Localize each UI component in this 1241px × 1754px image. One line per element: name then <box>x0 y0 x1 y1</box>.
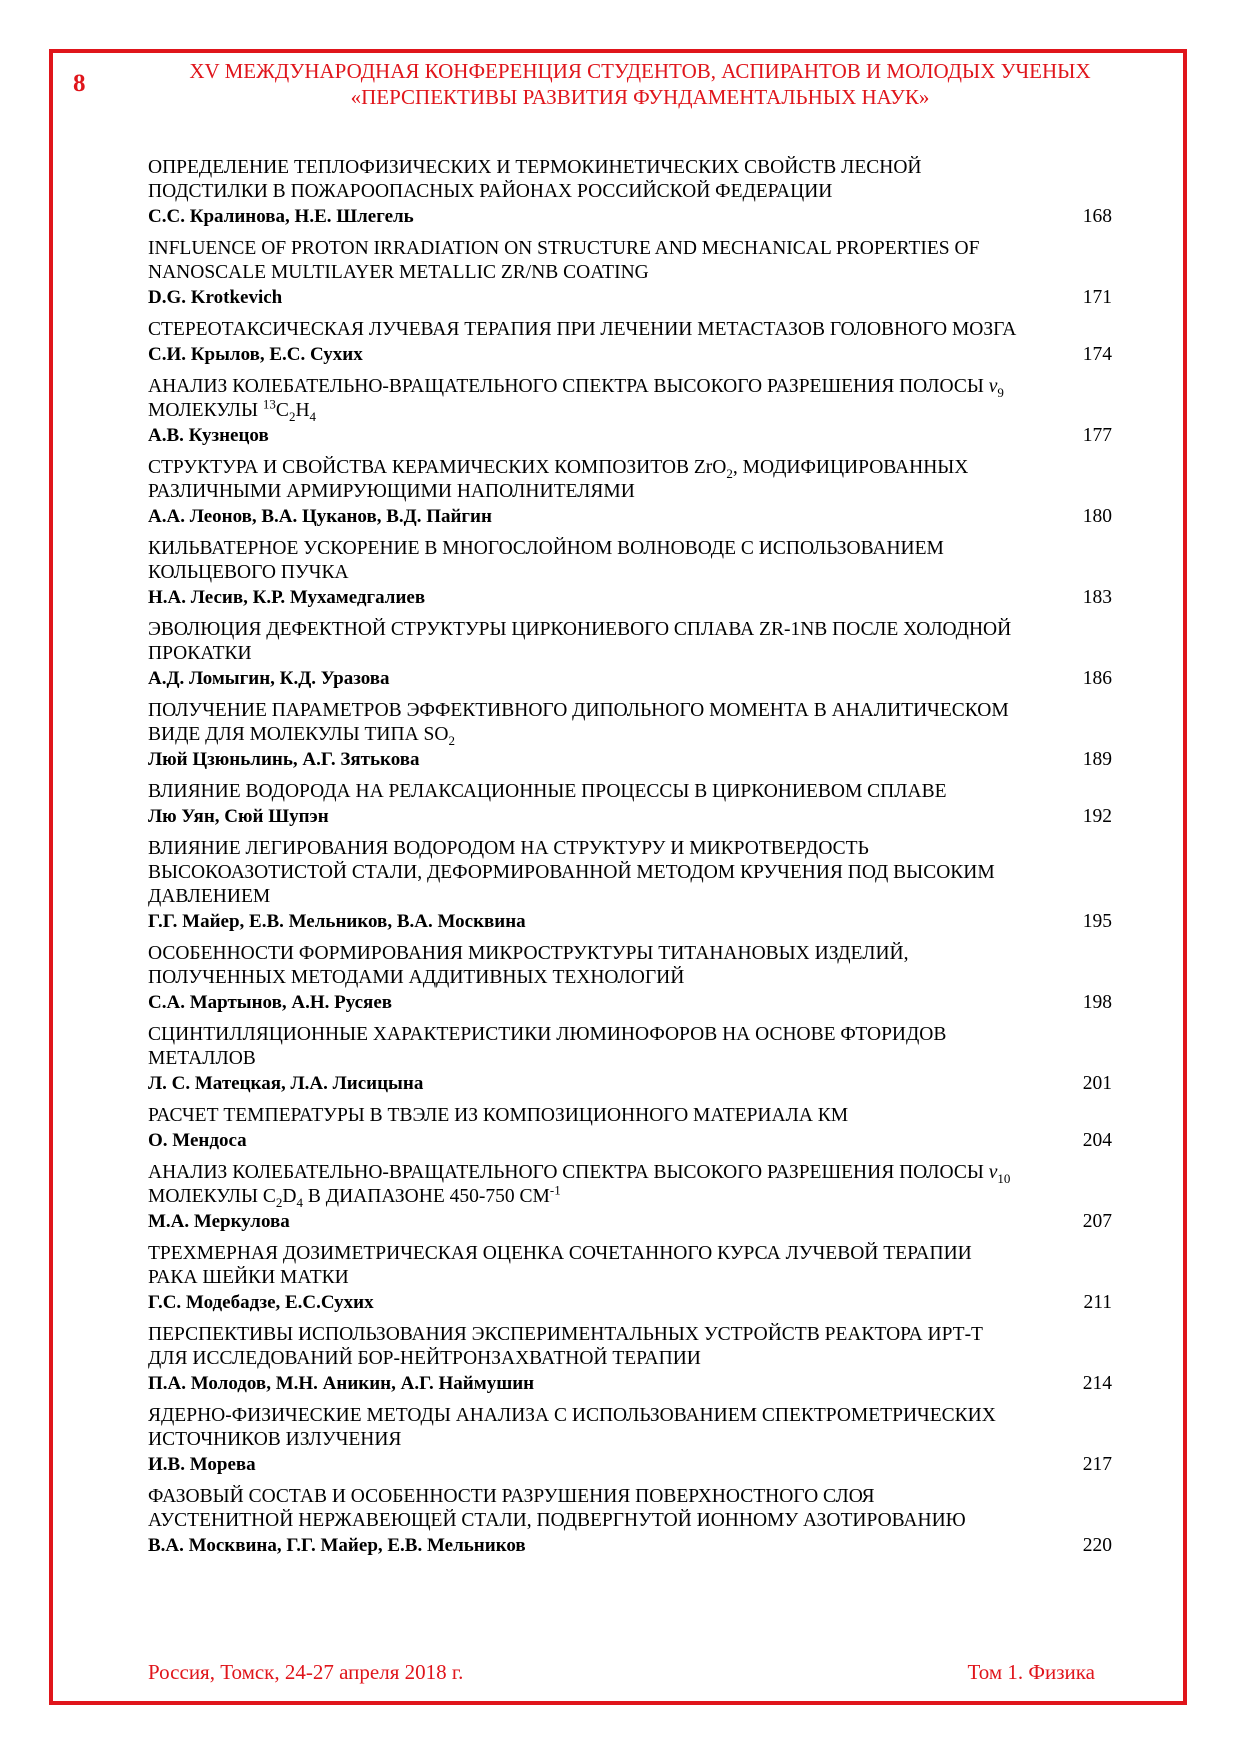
toc-entry <box>148 618 1112 691</box>
entry-authors: А.Д. Ломыгин, К.Д. Уразова <box>148 668 390 689</box>
entry-title: РАСЧЕТ ТЕМПЕРАТУРЫ В ТВЭЛЕ ИЗ КОМПОЗИЦИОННОГО МАТЕРИАЛА КМ <box>148 1105 849 1126</box>
entry-page: 220 <box>1082 1535 1112 1556</box>
entry-authors: С.А. Мартынов, А.Н. Русяев <box>148 992 393 1013</box>
entry-authors: Лю Уян, Сюй Шупэн <box>148 806 329 827</box>
entry-page: 180 <box>1082 506 1112 527</box>
entry-authors: С.И. Крылов, Е.С. Сухих <box>148 344 363 365</box>
toc-entry <box>148 237 1112 310</box>
toc-entry <box>148 1404 1112 1477</box>
entry-authors: П.А. Молодов, М.Н. Аникин, А.Г. Наймушин <box>148 1373 535 1394</box>
entry-authors: И.В. Морева <box>148 1454 256 1475</box>
entry-page: 198 <box>1082 992 1112 1013</box>
entry-title: ЯДЕРНО-ФИЗИЧЕСКИЕ МЕТОДЫ АНАЛИЗА С ИСПОЛЬЗОВАНИЕМ СПЕКТРОМЕТРИЧЕСКИХ ИСТОЧНИКОВ ИЗЛУЧЕНИЯ <box>148 1405 996 1450</box>
toc-entry <box>148 1023 1112 1096</box>
entry-page: 214 <box>1082 1373 1112 1394</box>
entry-authors: Л. С. Матецкая, Л.А. Лисицына <box>148 1073 424 1094</box>
entry-page: 201 <box>1082 1073 1112 1094</box>
entry-title: АНАЛИЗ КОЛЕБАТЕЛЬНО-ВРАЩАТЕЛЬНОГО СПЕКТРА ВЫСОКОГО РАЗРЕШЕНИЯ ПОЛОСЫ $\nu_9$ МОЛЕКУЛЫ $^{13}C_2H_4$ <box>148 376 1004 424</box>
toc-entry <box>148 375 1112 448</box>
entry-title: СТЕРЕОТАКСИЧЕСКАЯ ЛУЧЕВАЯ ТЕРАПИЯ ПРИ ЛЕЧЕНИИ МЕТАСТАЗОВ ГОЛОВНОГО МОЗГА <box>148 319 1017 340</box>
entry-page: 204 <box>1082 1130 1112 1151</box>
entry-page: 177 <box>1082 425 1112 446</box>
entry-authors: Г.С. Модебадзе, Е.С.Сухих <box>148 1292 374 1313</box>
conference-header <box>110 58 1170 110</box>
entry-title: ЭВОЛЮЦИЯ ДЕФЕКТНОЙ СТРУКТУРЫ ЦИРКОНИЕВОГО СПЛАВА ZR-1NB ПОСЛЕ ХОЛОДНОЙ ПРОКАТКИ <box>148 619 1012 664</box>
toc-entry <box>148 837 1112 934</box>
entry-title: ПЕРСПЕКТИВЫ ИСПОЛЬЗОВАНИЯ ЭКСПЕРИМЕНТАЛЬНЫХ УСТРОЙСТВ РЕАКТОРА ИРТ-Т ДЛЯ ИССЛЕДОВАНИЙ БОР-НЕЙТРОНЗАХВАТНОЙ ТЕРАПИИ <box>148 1324 983 1369</box>
entry-authors: О. Мендоса <box>148 1130 247 1151</box>
page-number: 8 <box>73 70 86 97</box>
entry-title: КИЛЬВАТЕРНОЕ УСКОРЕНИЕ В МНОГОСЛОЙНОМ ВОЛНОВОДЕ С ИСПОЛЬЗОВАНИЕМ КОЛЬЦЕВОГО ПУЧКА <box>148 538 944 583</box>
entry-page: 189 <box>1082 749 1112 770</box>
entry-page: 183 <box>1082 587 1112 608</box>
entry-page: 174 <box>1082 344 1112 365</box>
toc-entry <box>148 780 1112 829</box>
toc-entry <box>148 1161 1112 1234</box>
entry-page: 192 <box>1082 806 1112 827</box>
entry-page: 186 <box>1082 668 1112 689</box>
entry-title: СТРУКТУРА И СВОЙСТВА КЕРАМИЧЕСКИХ КОМПОЗИТОВ ZrO$_2$, МОДИФИЦИРОВАННЫХ РАЗЛИЧНЫМИ АРМИРУЮЩИМИ НАПОЛНИТЕЛЯМИ <box>148 457 969 502</box>
entry-authors: М.А. Меркулова <box>148 1211 290 1232</box>
toc-entry <box>148 156 1112 229</box>
entry-authors: А.В. Кузнецов <box>148 425 269 446</box>
toc-entry <box>148 537 1112 610</box>
entry-page: 171 <box>1082 287 1112 308</box>
entry-title: ОСОБЕННОСТИ ФОРМИРОВАНИЯ МИКРОСТРУКТУРЫ ТИТАНАНОВЫХ ИЗДЕЛИЙ, ПОЛУЧЕННЫХ МЕТОДАМИ АДДИТИВНЫХ ТЕХНОЛОГИЙ <box>148 943 909 988</box>
toc-entry <box>148 1242 1112 1315</box>
toc-entry <box>148 1485 1112 1558</box>
entry-title: ОПРЕДЕЛЕНИЕ ТЕПЛОФИЗИЧЕСКИХ И ТЕРМОКИНЕТИЧЕСКИХ СВОЙСТВ ЛЕСНОЙ ПОДСТИЛКИ В ПОЖАРООПАСНЫХ РАЙОНАХ РОССИЙСКОЙ ФЕДЕРАЦИИ <box>148 157 922 202</box>
entry-authors: D.G. Krotkevich <box>148 287 283 308</box>
entry-title: ФАЗОВЫЙ СОСТАВ И ОСОБЕННОСТИ РАЗРУШЕНИЯ ПОВЕРХНОСТНОГО СЛОЯ АУСТЕНИТНОЙ НЕРЖАВЕЮЩЕЙ СТАЛИ, ПОДВЕРГНУТОЙ ИОННОМУ АЗОТИРОВАНИЮ <box>148 1486 966 1531</box>
entry-page: 217 <box>1082 1454 1112 1475</box>
footer-location-date: Россия, Томск, 24-27 апреля 2018 г. <box>148 1660 464 1684</box>
entry-page: 168 <box>1082 206 1112 227</box>
entry-authors: С.С. Кралинова, Н.Е. Шлегель <box>148 206 414 227</box>
entry-title: ПОЛУЧЕНИЕ ПАРАМЕТРОВ ЭФФЕКТИВНОГО ДИПОЛЬНОГО МОМЕНТА В АНАЛИТИЧЕСКОМ ВИДЕ ДЛЯ МОЛЕКУЛЫ ТИПА $SO_2$ <box>148 700 1009 748</box>
toc-entry <box>148 699 1112 772</box>
entry-authors: Г.Г. Майер, Е.В. Мельников, В.А. Москвина <box>148 911 526 932</box>
toc-entry <box>148 318 1112 367</box>
header-line-1: XV МЕЖДУНАРОДНАЯ КОНФЕРЕНЦИЯ СТУДЕНТОВ, АСПИРАНТОВ И МОЛОДЫХ УЧЕНЫХ <box>189 59 1091 83</box>
table-of-contents <box>148 156 1112 1566</box>
footer-volume: Том 1. Физика <box>967 1660 1095 1684</box>
header-line-2: «ПЕРСПЕКТИВЫ РАЗВИТИЯ ФУНДАМЕНТАЛЬНЫХ НАУК» <box>350 85 930 109</box>
entry-authors: В.А. Москвина, Г.Г. Майер, Е.В. Мельников <box>148 1535 526 1556</box>
entry-title: ВЛИЯНИЕ ЛЕГИРОВАНИЯ ВОДОРОДОМ НА СТРУКТУРУ И МИКРОТВЕРДОСТЬ ВЫСОКОАЗОТИСТОЙ СТАЛИ, ДЕФОРМИРОВАННОЙ МЕТОДОМ КРУЧЕНИЯ ПОД ВЫСОКИМ ДАВЛЕНИЕМ <box>148 838 995 907</box>
toc-entry <box>148 456 1112 529</box>
entry-title: АНАЛИЗ КОЛЕБАТЕЛЬНО-ВРАЩАТЕЛЬНОГО СПЕКТРА ВЫСОКОГО РАЗРЕШЕНИЯ ПОЛОСЫ $\nu_{10}$ МОЛЕКУЛЫ $C_2D_4$ В ДИАПАЗОНЕ 450-750 $СМ^{-1}$ <box>148 1162 1011 1210</box>
entry-authors: Н.А. Лесив, К.Р. Мухамедгалиев <box>148 587 426 608</box>
entry-title: ВЛИЯНИЕ ВОДОРОДА НА РЕЛАКСАЦИОННЫЕ ПРОЦЕССЫ В ЦИРКОНИЕВОМ СПЛАВЕ <box>148 781 947 802</box>
toc-entry <box>148 1104 1112 1153</box>
entry-authors: Люй Цзюньлинь, А.Г. Зятькова <box>148 749 420 770</box>
entry-page: 207 <box>1082 1211 1112 1232</box>
entry-page: 195 <box>1082 911 1112 932</box>
toc-entry <box>148 942 1112 1015</box>
entry-authors: А.А. Леонов, В.А. Цуканов, В.Д. Пайгин <box>148 506 492 527</box>
entry-title: INFLUENCE OF PROTON IRRADIATION ON STRUCTURE AND MECHANICAL PROPERTIES OF NANOSCALE MULTILAYER METALLIC ZR/NB COATING <box>148 238 980 283</box>
toc-entry <box>148 1323 1112 1396</box>
entry-title: СЦИНТИЛЛЯЦИОННЫЕ ХАРАКТЕРИСТИКИ ЛЮМИНОФОРОВ НА ОСНОВЕ ФТОРИДОВ МЕТАЛЛОВ <box>148 1024 947 1069</box>
entry-title: ТРЕХМЕРНАЯ ДОЗИМЕТРИЧЕСКАЯ ОЦЕНКА СОЧЕТАННОГО КУРСА ЛУЧЕВОЙ ТЕРАПИИ РАКА ШЕЙКИ МАТКИ <box>148 1243 972 1288</box>
entry-page: 211 <box>1083 1292 1112 1313</box>
